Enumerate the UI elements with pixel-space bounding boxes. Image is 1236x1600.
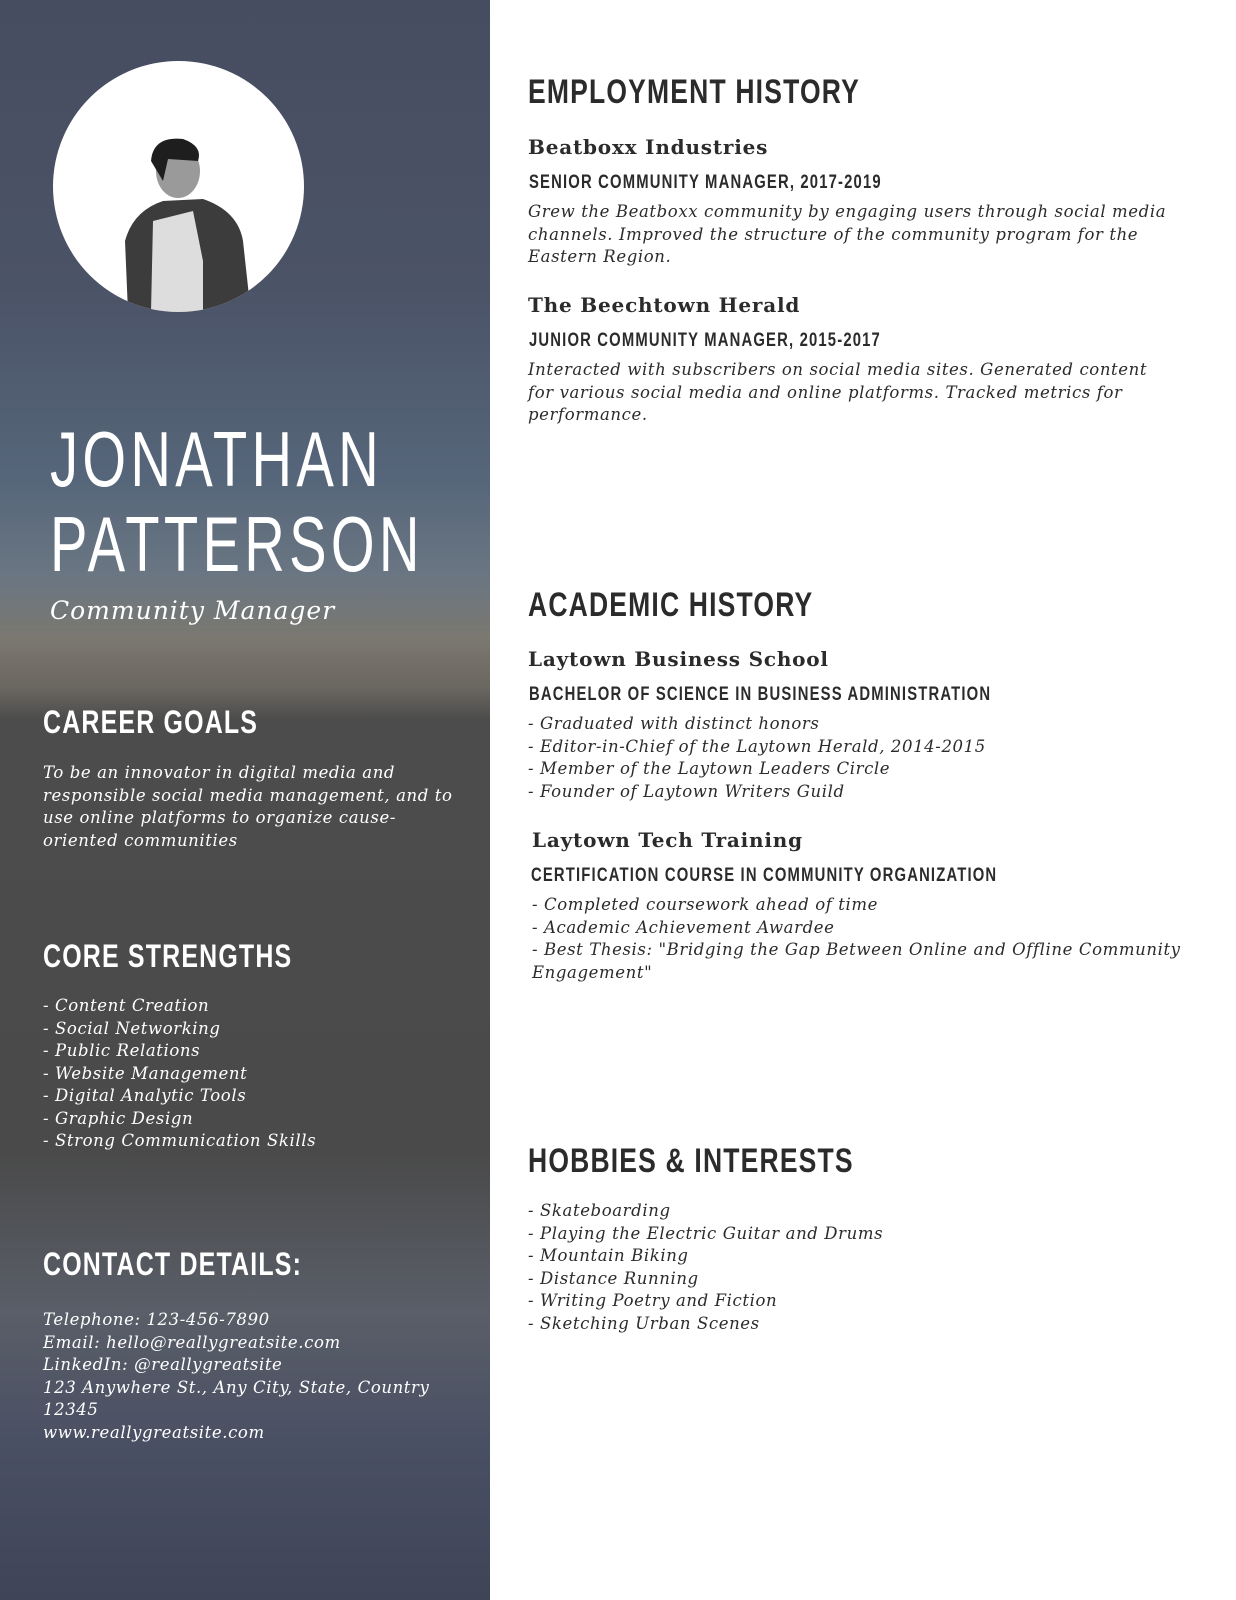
list-item: - Graduated with distinct honors bbox=[528, 714, 820, 733]
list-item: - Completed coursework ahead of time bbox=[532, 895, 879, 914]
contact-heading: CONTACT DETAILS: bbox=[43, 1246, 303, 1282]
job-description: Grew the Beatboxx community by engaging users through social media channels. Improved the structure of the community program for the Eastern Region. bbox=[528, 202, 1167, 266]
core-strengths-list bbox=[43, 995, 316, 1153]
school-achievements bbox=[532, 894, 1182, 984]
contact-list bbox=[43, 1309, 443, 1444]
list-item: - Sketching Urban Scenes bbox=[528, 1313, 760, 1333]
list-item: - Distance Running bbox=[528, 1268, 699, 1288]
academic-heading: ACADEMIC HISTORY bbox=[528, 586, 814, 624]
hobbies-heading: HOBBIES & INTERESTS bbox=[528, 1142, 854, 1180]
linkedin: LinkedIn: @reallygreatsite bbox=[43, 1355, 283, 1374]
degree: CERTIFICATION COURSE IN COMMUNITY ORGANIZATION bbox=[531, 865, 998, 886]
list-item: - Graphic Design bbox=[43, 1108, 194, 1128]
degree: BACHELOR OF SCIENCE IN BUSINESS ADMINISTRATION bbox=[529, 684, 992, 705]
sidebar bbox=[0, 0, 490, 1600]
core-strengths-heading: CORE STRENGTHS bbox=[43, 938, 293, 974]
telephone: Telephone: 123-456-7890 bbox=[43, 1310, 270, 1329]
list-item: - Writing Poetry and Fiction bbox=[528, 1291, 778, 1310]
list-item: - Playing the Electric Guitar and Drums bbox=[528, 1223, 884, 1243]
last-name: PATTERSON bbox=[50, 500, 424, 588]
job-role: Community Manager bbox=[50, 596, 336, 625]
first-name: JONATHAN bbox=[50, 415, 384, 503]
list-item: - Skateboarding bbox=[528, 1201, 671, 1220]
job-description: Interacted with subscribers on social media sites. Generated content for various social media and online platforms. Tracked metrics for performance. bbox=[528, 360, 1148, 424]
list-item: - Best Thesis: "Bridging the Gap Between Online and Offline Community Engagement" bbox=[532, 940, 1181, 982]
employer-name: Beatboxx Industries bbox=[528, 135, 769, 159]
email-link[interactable]: Email: hello@reallygreatsite.com bbox=[43, 1332, 341, 1352]
website-link[interactable]: www.reallygreatsite.com bbox=[43, 1422, 265, 1442]
hobbies-list bbox=[528, 1200, 1178, 1335]
list-item: - Digital Analytic Tools bbox=[43, 1086, 247, 1105]
person-photo-icon bbox=[53, 61, 304, 312]
list-item: - Strong Communication Skills bbox=[43, 1131, 317, 1150]
employer-name: The Beechtown Herald bbox=[528, 293, 801, 317]
list-item: - Editor-in-Chief of the Laytown Herald, 2014-2015 bbox=[528, 736, 986, 756]
career-goals-heading: CAREER GOALS bbox=[43, 704, 259, 740]
list-item: - Academic Achievement Awardee bbox=[532, 917, 835, 937]
list-item: - Mountain Biking bbox=[528, 1246, 689, 1265]
list-item: - Member of the Laytown Leaders Circle bbox=[528, 759, 891, 778]
job-position: SENIOR COMMUNITY MANAGER, 2017-2019 bbox=[529, 172, 882, 193]
employment-heading: EMPLOYMENT HISTORY bbox=[528, 73, 860, 111]
list-item: - Website Management bbox=[43, 1063, 248, 1083]
profile-photo bbox=[53, 61, 304, 312]
school-name: Laytown Tech Training bbox=[532, 828, 803, 852]
career-goals-text: To be an innovator in digital media and responsible social media management, and to use online platforms to organize cause-oriented communities bbox=[43, 763, 453, 850]
list-item: - Public Relations bbox=[43, 1041, 201, 1060]
list-item: - Founder of Laytown Writers Guild bbox=[528, 781, 845, 801]
list-item: - Content Creation bbox=[43, 996, 210, 1015]
job-position: JUNIOR COMMUNITY MANAGER, 2015-2017 bbox=[529, 330, 881, 351]
school-name: Laytown Business School bbox=[528, 647, 829, 671]
school-achievements bbox=[528, 713, 1178, 803]
address: 123 Anywhere St., Any City, State, Country 12345 bbox=[43, 1377, 430, 1419]
list-item: - Social Networking bbox=[43, 1018, 221, 1038]
